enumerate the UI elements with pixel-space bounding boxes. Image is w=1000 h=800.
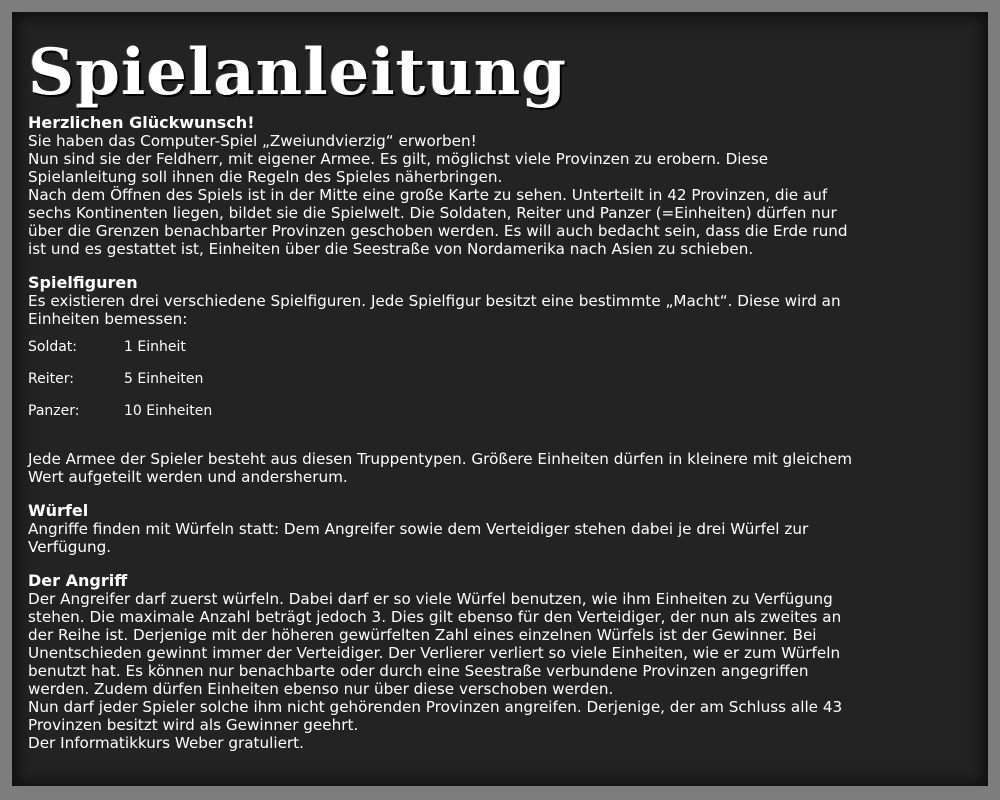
intro-line: ist und es gestattet ist, Einheiten über die Seestraße von Nordamerika nach Asien zu schieben. (28, 240, 754, 258)
unit-list (28, 338, 968, 434)
unit-name: Reiter: (28, 371, 74, 387)
attack-line: Provinzen besitzt wird als Gewinner geehrt. (28, 716, 359, 734)
intro-line: sechs Kontinenten liegen, bildet sie die Spielwelt. Die Soldaten, Reiter und Panzer (=Einheiten) dürfen nur (28, 204, 837, 222)
attack-line: Der Informatikkurs Weber gratuliert. (28, 734, 304, 752)
instructions-content (28, 28, 968, 768)
instructions-panel (12, 12, 988, 788)
unit-row-panzer (28, 402, 968, 434)
figures-line: Einheiten bemessen: (28, 310, 188, 328)
intro-line: über die Grenzen benachbarter Provinzen geschoben werden. Es will auch bedacht sein, dass die Erde rund (28, 222, 848, 240)
attack-line: stehen. Die maximale Anzahl beträgt jedoch 3. Dies gilt ebenso für den Verteidiger, der nun als zweites an (28, 608, 842, 626)
unit-row-soldat (28, 338, 968, 370)
unit-value: 5 Einheiten (124, 371, 204, 387)
unit-value: 1 Einheit (124, 339, 186, 355)
attack-line: benutzt hat. Es können nur benachbarte oder durch eine Seestraße verbundene Provinzen angegriffen (28, 662, 809, 680)
dice-line: Verfügung. (28, 538, 112, 556)
intro-line: Spielanleitung soll ihnen die Regeln des Spieles näherbringen. (28, 168, 503, 186)
section-dice (28, 502, 968, 556)
section-figures (28, 274, 968, 486)
figures-after-line: Jede Armee der Spieler besteht aus diesen Truppentypen. Größere Einheiten dürfen in kleinere mit gleichem (28, 450, 853, 468)
intro-heading: Herzlichen Glückwunsch! (28, 113, 255, 132)
attack-line: der Reihe ist. Derjenige mit der höheren gewürfelten Zahl eines einzelnen Würfels ist der Gewinner. Bei (28, 626, 817, 644)
dice-line: Angriffe finden mit Würfeln statt: Dem Angreifer sowie dem Verteidiger stehen dabei je drei Würfel zur (28, 520, 809, 538)
attack-line: Der Angreifer darf zuerst würfeln. Dabei darf er so viele Würfel benutzen, wie ihm Einheiten zu Verfügung (28, 590, 833, 608)
unit-row-reiter (28, 370, 968, 402)
attack-line: werden. Zudem dürfen Einheiten ebenso nur über diese verschoben werden. (28, 680, 614, 698)
section-attack (28, 572, 968, 752)
attack-heading: Der Angriff (28, 571, 128, 590)
page-title (28, 28, 968, 114)
attack-line: Unentschieden gewinnt immer der Verteidiger. Der Verlierer verliert so viele Einheiten, wie er zum Würfeln (28, 644, 841, 662)
intro-line: Nun sind sie der Feldherr, mit eigener Armee. Es gilt, möglichst viele Provinzen zu erobern. Diese (28, 150, 769, 168)
intro-line: Nach dem Öffnen des Spiels ist in der Mitte eine große Karte zu sehen. Unterteilt in 42 Provinzen, die auf (28, 186, 828, 204)
figures-line: Es existieren drei verschiedene Spielfiguren. Jede Spielfigur besitzt eine bestimmte „Macht“. Diese wird an (28, 292, 841, 310)
figures-heading: Spielfiguren (28, 273, 138, 292)
unit-value: 10 Einheiten (124, 403, 213, 419)
section-intro (28, 114, 968, 258)
dice-heading: Würfel (28, 501, 89, 520)
attack-line: Nun darf jeder Spieler solche ihm nicht gehörenden Provinzen angreifen. Derjenige, der am Schluss alle 43 (28, 698, 843, 716)
unit-name: Soldat: (28, 339, 78, 355)
figures-after-line: Wert aufgeteilt werden und andersherum. (28, 468, 348, 486)
page-title-text: Spielanleitung (28, 35, 568, 110)
unit-name: Panzer: (28, 403, 80, 419)
intro-line: Sie haben das Computer-Spiel „Zweiundvierzig“ erworben! (28, 132, 477, 150)
bottom-frame (0, 786, 1000, 800)
